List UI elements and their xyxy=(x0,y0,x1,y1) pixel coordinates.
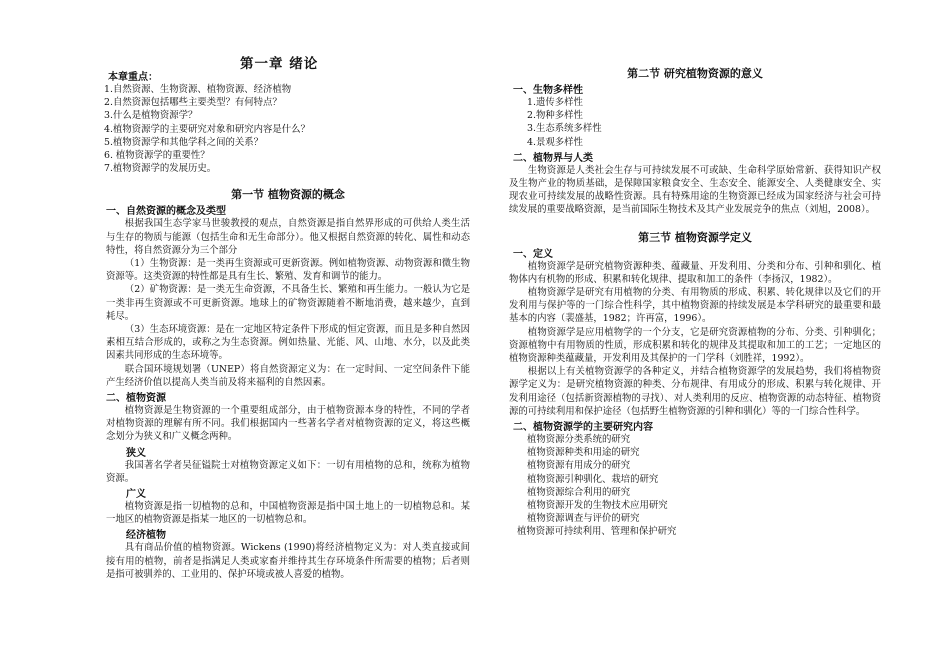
paragraph: 我国著名学者吴征镒院士对植物资源定义如下：一切有用植物的总和，统称为植物资源。 xyxy=(106,459,470,484)
list-item: 植物资源调查与评价的研究 xyxy=(527,513,640,525)
biodiversity-list xyxy=(527,96,881,149)
list-item: 2.自然资源包括哪些主要类型？有何特点？ xyxy=(104,97,282,109)
paragraph: （2）矿物资源：是一类无生命资源，不具备生长、繁殖和再生能力。一般认为它是一类非再生资源或不可更新资源。地球上的矿物资源随着不断地消费，越来越少，直到耗尽。 xyxy=(106,284,470,322)
s1-heading-economic: 经济植物 xyxy=(126,530,166,542)
paragraph: 植物资源是生物资源的一个重要组成部分，由于植物资源本身的特性，不同的学者对植物资源的理解有所不同。我们根据国内一些著名学者对植物资源的定义，将这些概念划分为狭义和广义概念两种。 xyxy=(106,405,470,443)
list-item: 植物资源可持续利用、管理和保护研究 xyxy=(517,526,677,538)
s2-heading-plants-humans: 二、植物界与人类 xyxy=(513,152,593,164)
section1-title: 第一节 植物资源的概念 xyxy=(231,188,345,202)
paragraph: 植物资源学是研究有用植物的分类、有用物质的形成、积累、转化规律以及它们的开发利用与保护等的一门综合性科学，其中植物资源的持续发展是本学科研究的最重要和最基本的内容（裴盛基，1982；许再富，1996）。 xyxy=(509,287,881,325)
list-item: 植物资源有用成分的研究 xyxy=(527,460,631,472)
list-item: 5.植物资源学和其他学科之间的关系？ xyxy=(104,136,263,148)
paragraph: 植物资源是指一切植物的总和，中国植物资源是指中国土地上的一切植物总和。某一地区的植物资源是指某一地区的一切植物总和。 xyxy=(106,501,470,526)
s1-heading-broad: 广义 xyxy=(126,489,146,501)
key-points-list xyxy=(104,83,470,175)
list-item: 7.植物资源学的发展历史。 xyxy=(104,163,217,175)
paragraph: 根据我国生态学家马世骏教授的观点，自然资源是指自然界形成的可供给人类生活与生存的物质与能源（包括生命和无生命部分）。他又根据自然资源的转化、属性和动态特性，将自然资源分为三个部分 xyxy=(106,218,470,256)
list-item: 2.物种多样性 xyxy=(527,110,583,122)
s3-heading-definition: 一、定义 xyxy=(513,248,553,260)
list-item: 1.自然资源、生物资源、植物资源、经济植物 xyxy=(104,84,292,95)
paragraph: 具有商品价值的植物资源。Wickens (1990)将经济植物定义为：对人类直接或间接有用的植物，前者是指满足人类或家畜并维持其生存环境条件所需要的植物；后者则是指可被驯养的、工业用的、保护环境或被人喜爱的植物。 xyxy=(106,542,470,580)
s1-heading-narrow: 狭义 xyxy=(126,447,146,459)
s2-heading-biodiversity: 一、生物多样性 xyxy=(513,85,583,96)
list-item: 植物资源种类和用途的研究 xyxy=(527,447,640,459)
list-item: 植物资源开发的生物技术应用研究 xyxy=(527,500,668,512)
s1-heading-natural-resources: 一、自然资源的概念及类型 xyxy=(106,206,226,218)
paragraph: （3）生态环境资源：是在一定地区特定条件下形成的恒定资源，而且是多种自然因素相互结合形成的，或称之为生态资源。例如热量、光能、风、山地、水分，以及此类因素共同形成的生态环境等。 xyxy=(106,324,470,362)
list-item: 4.景观多样性 xyxy=(527,136,583,148)
paragraph: （1）生物资源：是一类再生资源或可更新资源。例如植物资源、动物资源和微生物资源等。这类资源的特性都是具有生长、繁殖、发育和调节的能力。 xyxy=(106,258,470,283)
section3-title: 第三节 植物资源学定义 xyxy=(638,230,752,244)
list-item: 3.什么是植物资源学？ xyxy=(104,110,198,122)
s1-heading-plant-resources: 二、植物资源 xyxy=(106,393,166,405)
right-column xyxy=(509,65,881,539)
list-item: 植物资源分类系统的研究 xyxy=(527,434,631,446)
list-item: 植物资源综合利用的研究 xyxy=(527,486,631,498)
paragraph: 植物资源学是应用植物学的一个分支，它是研究资源植物的分布、分类、引种驯化；资源植物中有用物质的性质，形成积累和转化的规律及其提取和加工的工艺；一定地区的植物资源种类蕴藏量，开发利用及其保护的一门学科（刘胜祥，1992）。 xyxy=(509,326,881,365)
paragraph: 联合国环境规划署（UNEP）将自然资源定义为：在一定时间、一定空间条件下能产生经济价值以提高人类当前及将来福利的自然因素。 xyxy=(106,363,470,388)
paragraph: 根据以上有关植物资源学的各种定义，并结合植物资源学的发展趋势，我们将植物资源学定义为：是研究植物资源的种类、分布规律、有用成分的形成、积累与转化规律、开发利用途径（包括新资源植物的寻找）、对人类利用的反应、植物资源的动态特征、植物资源的可持续利用和保护途径（包括野生植物资源的引种和驯化）等的一门综合性科学。 xyxy=(509,366,881,417)
left-column xyxy=(106,68,470,581)
research-content-list xyxy=(517,433,881,539)
chapter-title: 第一章 绪论 xyxy=(240,56,319,72)
list-item: 植物资源引种驯化、栽培的研究 xyxy=(527,473,659,485)
paragraph: 植物资源学是研究植物资源种类、蕴藏量、开发利用、分类和分布、引种和驯化、植物体内有机物的形成、积累和转化规律、提取和加工的条件（李扬汉，1982）。 xyxy=(509,260,881,285)
list-item: 6. 植物资源学的重要性？ xyxy=(104,150,210,162)
section2-title: 第二节 研究植物资源的意义 xyxy=(627,67,763,80)
list-item: 3.生态系统多样性 xyxy=(527,123,602,135)
s3-heading-research-content: 二、植物资源学的主要研究内容 xyxy=(513,422,653,434)
list-item: 1.遗传多样性 xyxy=(527,97,583,108)
key-points-heading: 本章重点： xyxy=(108,72,158,83)
paragraph: 生物资源是人类社会生存与可持续发展不可或缺、生命科学原始常新、获得知识产权及生物产业的物质基础，是保障国家粮食安全、生态安全、能源安全、人类健康安全、实现农业可持续发展的战略性资源。具有特殊用途的生物资源已经成为国家经济与社会可持续发展的重要战略资源，是当前国际生物技术及其产业发展竞争的焦点（刘旭，2008）。 xyxy=(509,164,881,216)
list-item: 4.植物资源学的主要研究对象和研究内容是什么？ xyxy=(104,123,310,135)
